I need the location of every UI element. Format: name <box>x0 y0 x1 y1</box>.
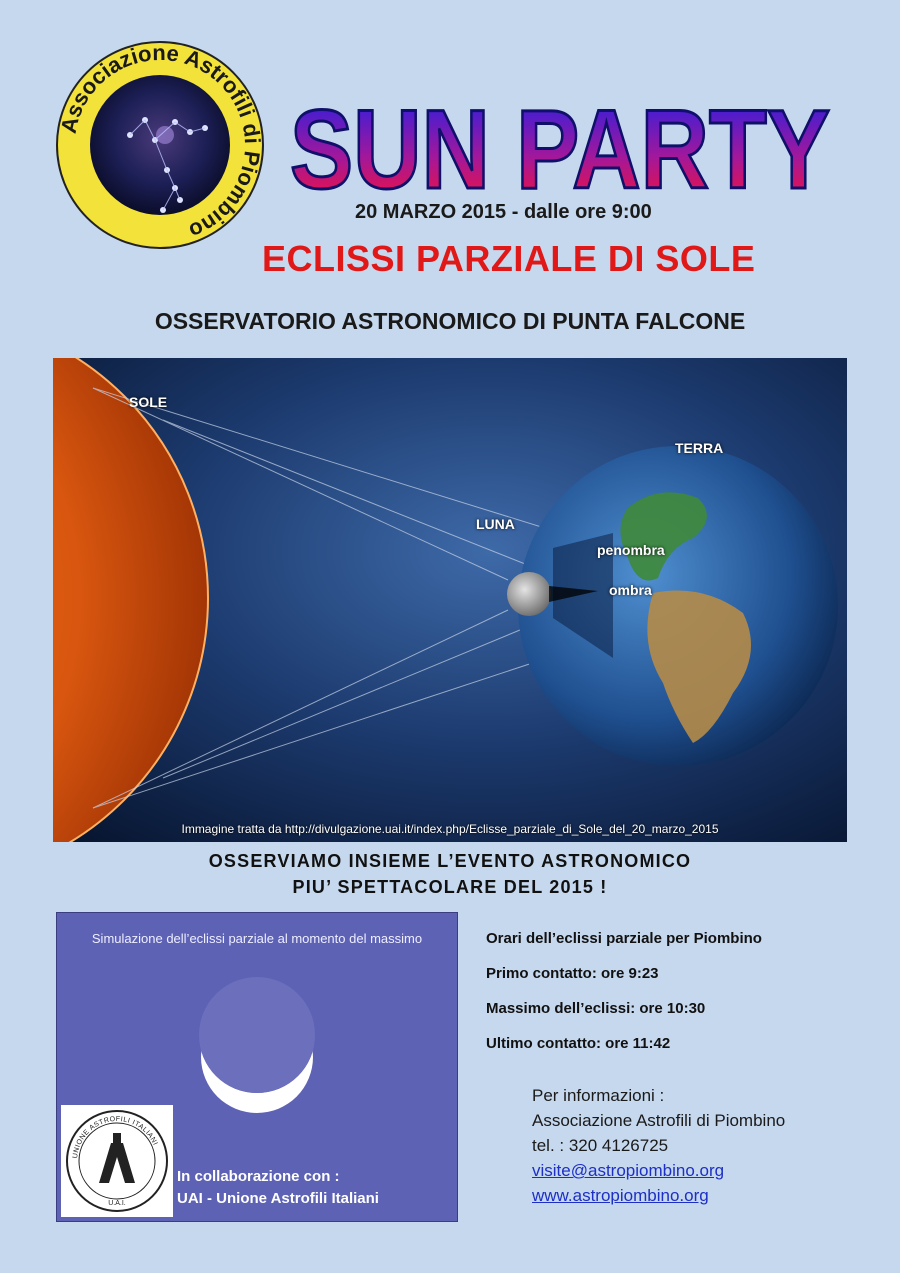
label-earth: TERRA <box>675 440 724 456</box>
headline-line-1: OSSERVIAMO INSIEME L’EVENTO ASTRONOMICO <box>208 851 692 871</box>
label-umbra: ombra <box>609 582 652 598</box>
schedule-title: Orari dell’eclissi parziale per Piombino <box>486 930 762 947</box>
simulation-panel <box>56 912 458 1222</box>
eclipse-illustration <box>53 358 847 842</box>
info-phone: tel. : 320 4126725 <box>532 1136 669 1155</box>
partial-eclipse-icon <box>187 963 327 1143</box>
association-logo <box>55 40 265 250</box>
headline-line-2: PIU’ SPETTACOLARE DEL 2015 ! <box>292 877 608 897</box>
moon-icon <box>507 572 551 616</box>
eclipse-title: ECLISSI PARZIALE DI SOLE <box>262 238 756 279</box>
eclipse-maximum: Massimo dell’eclissi: ore 10:30 <box>486 1000 706 1017</box>
svg-text:UNIONE ASTROFILI ITALIANI: UNIONE ASTROFILI ITALIANI <box>72 1115 159 1159</box>
first-contact: Primo contatto: ore 9:23 <box>486 965 659 982</box>
info-organization: Associazione Astrofili di Piombino <box>532 1111 786 1130</box>
website-link[interactable]: www.astropiombino.org <box>532 1186 709 1205</box>
sun-party-title <box>280 60 840 210</box>
label-sun: SOLE <box>129 394 168 410</box>
uai-logo <box>61 1105 173 1217</box>
event-date: 20 MARZO 2015 - dalle ore 9:00 <box>355 201 652 223</box>
label-moon: LUNA <box>476 516 515 532</box>
observatory-name: OSSERVATORIO ASTRONOMICO DI PUNTA FALCONE <box>154 308 746 334</box>
collaboration-partner: UAI - Unione Astrofili Italiani <box>177 1190 379 1207</box>
simulation-title: Simulazione dell’eclissi parziale al momento del massimo <box>91 931 423 946</box>
svg-text:U.A.I.: U.A.I. <box>108 1200 126 1207</box>
label-penumbra: penombra <box>597 542 665 558</box>
svg-text:Associazione Astrofili di Piom: Associazione Astrofili di Piombino <box>55 40 265 245</box>
eclipse-diagram <box>53 358 847 842</box>
collaboration-label: In collaborazione con : <box>177 1168 340 1185</box>
email-link[interactable]: visite@astropiombino.org <box>532 1161 725 1180</box>
info-label: Per informazioni : <box>532 1086 665 1105</box>
svg-text:SUN PARTY: SUN PARTY <box>290 87 830 210</box>
image-credit: Immagine tratta da http://divulgazione.uai.it/index.php/Eclisse_parziale_di_Sole_del_20_marzo_2015 <box>181 822 719 836</box>
last-contact: Ultimo contatto: ore 11:42 <box>486 1035 671 1052</box>
